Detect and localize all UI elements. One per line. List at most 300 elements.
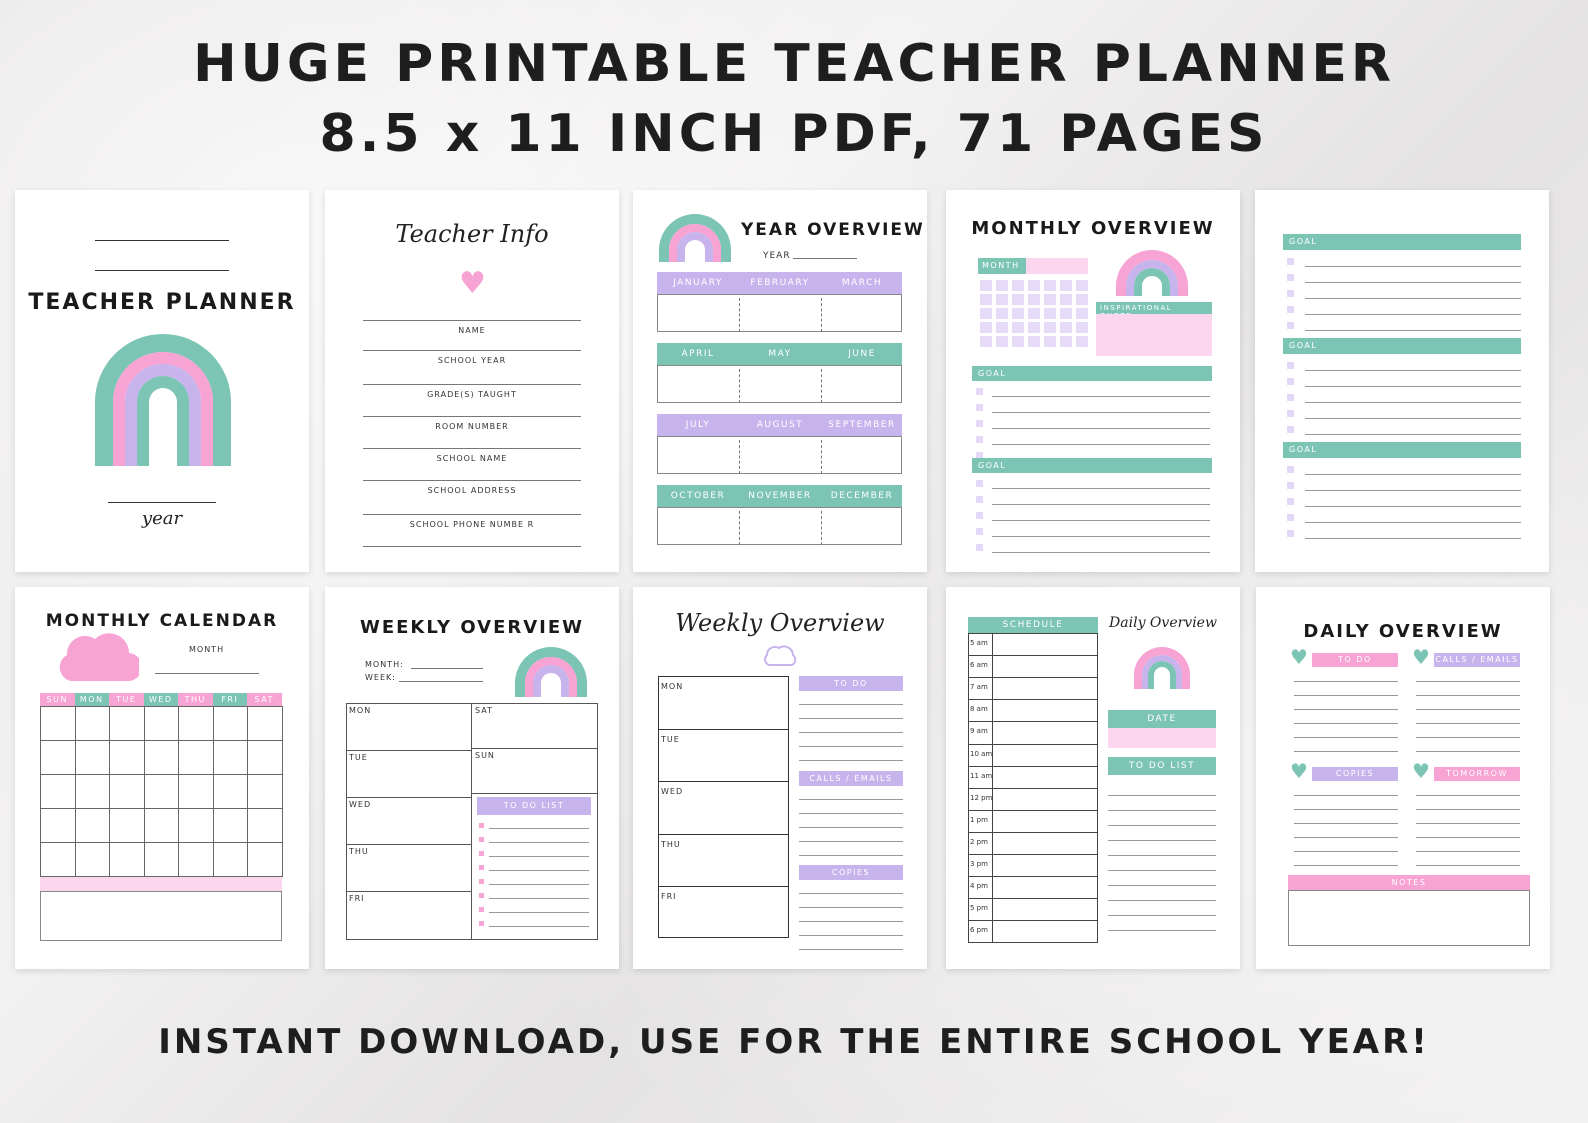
- notes-box: [40, 891, 282, 941]
- calendar-cell: [40, 808, 76, 843]
- todo-list-label: TO DO LIST: [477, 797, 591, 815]
- daily-overview-script-page: [946, 587, 1240, 969]
- day-label: TUE: [349, 753, 368, 762]
- section-line: [1294, 751, 1398, 752]
- calendar-cell: [75, 842, 111, 877]
- calendar-cell: [213, 706, 249, 741]
- headline-line-1: HUGE PRINTABLE TEACHER PLANNER: [193, 34, 1395, 94]
- calendar-cell: [75, 706, 111, 741]
- calendar-cell: [213, 740, 249, 775]
- month-label: MONTH: [978, 258, 1026, 274]
- weekly-month-label: MONTH:: [365, 660, 404, 669]
- goal-line: [992, 488, 1210, 489]
- goal-line: [992, 504, 1210, 505]
- goal-checkbox: [1287, 362, 1294, 369]
- day-label: THU: [349, 847, 369, 856]
- month-name: AUGUST: [756, 420, 804, 430]
- hour-label: 3 pm: [970, 860, 988, 868]
- hour-label: 6 pm: [970, 926, 988, 935]
- calendar-day: [1044, 336, 1056, 347]
- section-line: [1416, 823, 1520, 824]
- weekday-label: WED: [144, 693, 179, 706]
- section-line: [799, 893, 903, 894]
- todo-checkbox: [479, 823, 484, 828]
- month-name: OCTOBER: [670, 491, 726, 501]
- calendar-day: [1076, 280, 1088, 291]
- section-label: CALLS / EMAILS: [1434, 653, 1520, 667]
- calendar-cell: [247, 842, 283, 877]
- weekday-label: THU: [178, 693, 213, 706]
- month-field: [1026, 258, 1088, 274]
- weekly-week-label: WEEK:: [365, 673, 396, 682]
- field-label: ROOM NUMBER: [435, 422, 509, 431]
- calendar-day: [1028, 322, 1040, 333]
- month-divider: [821, 298, 822, 332]
- calendar-day: [996, 308, 1008, 319]
- goal-checkbox: [1287, 378, 1294, 385]
- todo-line: [489, 870, 589, 871]
- month-divider: [739, 440, 740, 474]
- field-label: SCHOOL NAME: [436, 454, 508, 463]
- day-label: SUN: [475, 751, 495, 760]
- goal-line: [992, 412, 1210, 413]
- calendar-day: [1076, 322, 1088, 333]
- goal-label: GOAL: [1283, 442, 1521, 458]
- section-line: [1416, 737, 1520, 738]
- section-line: [1416, 795, 1520, 796]
- year-line: [108, 502, 216, 503]
- goal-checkbox: [976, 496, 983, 503]
- day-label: FRI: [661, 892, 677, 901]
- todo-line: [489, 884, 589, 885]
- calendar-day: [1012, 280, 1024, 291]
- calendar-cell: [144, 706, 180, 741]
- day-divider: [658, 781, 789, 782]
- month-divider: [821, 511, 822, 545]
- goal-line: [1305, 266, 1521, 267]
- calendar-cell: [109, 808, 145, 843]
- hour-divider: [968, 920, 1098, 921]
- calendar-cell: [75, 740, 111, 775]
- goal-line: [1305, 282, 1521, 283]
- section-label: TOMORROW: [1434, 767, 1520, 781]
- weekly-overview-script-title: Weekly Overview: [675, 609, 885, 637]
- todo-line: [489, 926, 589, 927]
- todo-line: [1108, 870, 1216, 871]
- goal-line: [992, 396, 1210, 397]
- goal-label: GOAL: [972, 458, 1212, 473]
- cloud-icon: [763, 645, 797, 667]
- calendar-cell: [178, 706, 214, 741]
- month-name: JANUARY: [673, 278, 723, 288]
- goal-line: [1305, 402, 1521, 403]
- notes-box: [1288, 890, 1530, 946]
- goal-line: [992, 536, 1210, 537]
- weekday-label: FRI: [213, 693, 248, 706]
- day-label: MON: [661, 682, 684, 691]
- daily-overview-title: DAILY OVERVIEW: [1303, 621, 1503, 642]
- month-name: FEBRUARY: [750, 278, 810, 288]
- section-line: [1294, 795, 1398, 796]
- section-line: [1416, 681, 1520, 682]
- calendar-cell: [144, 740, 180, 775]
- field-line: [363, 384, 581, 385]
- goal-line: [1305, 386, 1521, 387]
- weekly-overview-page: [325, 587, 619, 969]
- section-label: COPIES: [799, 865, 903, 880]
- month-divider: [821, 440, 822, 474]
- calendar-day: [1076, 294, 1088, 305]
- calendar-day: [980, 336, 992, 347]
- calendar-day: [1076, 308, 1088, 319]
- month-box: [657, 294, 902, 332]
- hour-label: 7 am: [970, 683, 988, 692]
- month-name: SEPTEMBER: [828, 420, 896, 430]
- todo-line: [1108, 825, 1216, 826]
- month-divider: [739, 369, 740, 403]
- section-line: [1416, 695, 1520, 696]
- calendar-day: [980, 294, 992, 305]
- todo-line: [1108, 810, 1216, 811]
- calendar-day: [1060, 294, 1072, 305]
- calendar-cell: [75, 774, 111, 809]
- hour-label: 6 am: [970, 661, 988, 670]
- goal-line: [1305, 370, 1521, 371]
- section-line: [799, 907, 903, 908]
- calendar-cell: [213, 842, 249, 877]
- field-label: NAME: [458, 326, 486, 335]
- month-name: DECEMBER: [830, 491, 894, 501]
- todo-checkbox: [479, 907, 484, 912]
- goal-line: [1305, 298, 1521, 299]
- day-divider: [658, 834, 789, 835]
- todo-line: [1108, 885, 1216, 886]
- calendar-day: [996, 336, 1008, 347]
- section-line: [799, 949, 903, 950]
- notes-bar: [40, 877, 282, 891]
- hour-label: 5 am: [970, 639, 988, 647]
- calendar-cell: [75, 808, 111, 843]
- year-label: YEAR: [763, 251, 791, 261]
- field-label: SCHOOL ADDRESS: [427, 486, 517, 495]
- calendar-day: [1060, 280, 1072, 291]
- weekly-outer-box: [346, 703, 598, 940]
- todo-line: [489, 898, 589, 899]
- goal-checkbox: [1287, 466, 1294, 473]
- calendar-day: [1028, 336, 1040, 347]
- monthly-overview-page: [946, 190, 1240, 572]
- goal-checkbox: [976, 480, 983, 487]
- todo-line: [489, 912, 589, 913]
- hour-divider: [968, 810, 1098, 811]
- month-divider: [739, 298, 740, 332]
- todo-line: [489, 842, 589, 843]
- hour-divider: [968, 832, 1098, 833]
- hour-divider: [968, 655, 1098, 656]
- todo-line: [1108, 915, 1216, 916]
- section-line: [1294, 723, 1398, 724]
- section-line: [1294, 837, 1398, 838]
- hour-label: 1 pm: [970, 815, 988, 824]
- section-line: [799, 746, 903, 747]
- field-line: [363, 320, 581, 321]
- headline-line-2: 8.5 x 11 INCH PDF, 71 PAGES: [319, 104, 1269, 164]
- footer-tagline: INSTANT DOWNLOAD, USE FOR THE ENTIRE SCHOOL YEAR!: [158, 1022, 1430, 1062]
- calendar-day: [1044, 294, 1056, 305]
- calendar-day: [1028, 280, 1040, 291]
- monthly-calendar-title: MONTHLY CALENDAR: [45, 611, 279, 631]
- goal-checkbox: [1287, 306, 1294, 313]
- goal-checkbox: [1287, 498, 1294, 505]
- teacher-info-title: Teacher Info: [395, 220, 549, 248]
- calendar-cell: [247, 740, 283, 775]
- hour-divider: [968, 766, 1098, 767]
- weekday-label: SUN: [40, 693, 75, 706]
- calendar-cell: [144, 808, 180, 843]
- heart-icon: ♥: [1412, 645, 1430, 669]
- goal-checkbox: [1287, 410, 1294, 417]
- day-divider: [346, 750, 471, 751]
- weekly-overview-script-page: [633, 587, 927, 969]
- quote-box: [1096, 314, 1212, 356]
- days-box: [658, 676, 789, 938]
- goal-line: [1305, 418, 1521, 419]
- goal-checkbox: [976, 404, 983, 411]
- goal-line: [992, 520, 1210, 521]
- hour-label: 11 am: [970, 771, 993, 780]
- goal-line: [1305, 330, 1521, 331]
- year-overview-page: [633, 190, 927, 572]
- section-line: [1294, 851, 1398, 852]
- month-name: MAY: [768, 349, 792, 359]
- notes-label: NOTES: [1288, 875, 1530, 890]
- calendar-day: [980, 308, 992, 319]
- day-label: THU: [661, 839, 681, 849]
- field-line: [363, 546, 581, 547]
- calendar-cell: [109, 706, 145, 741]
- cover-title: TEACHER PLANNER: [28, 290, 296, 315]
- hour-label: 12 pm: [970, 793, 993, 802]
- section-line: [799, 718, 903, 719]
- field-line: [363, 514, 581, 515]
- hour-divider: [968, 721, 1098, 722]
- goal-line: [992, 428, 1210, 429]
- calendar-day: [1060, 308, 1072, 319]
- day-label: MON: [349, 706, 372, 715]
- day-divider: [658, 729, 789, 730]
- calendar-cell: [109, 740, 145, 775]
- calendar-day: [1060, 336, 1072, 347]
- field-label: GRADE(S) TAUGHT: [427, 390, 517, 399]
- heart-icon: ♥: [1290, 759, 1308, 783]
- section-line: [1294, 695, 1398, 696]
- section-line: [799, 704, 903, 705]
- hour-divider: [968, 876, 1098, 877]
- goal-line: [992, 552, 1210, 553]
- section-line: [1416, 723, 1520, 724]
- calendar-day: [1012, 308, 1024, 319]
- month-box: [657, 436, 902, 474]
- calendar-cell: [213, 808, 249, 843]
- heart-icon: ♥: [459, 266, 486, 301]
- calendar-cell: [109, 774, 145, 809]
- goal-checkbox: [976, 436, 983, 443]
- daily-todo-label: TO DO LIST: [1108, 757, 1216, 775]
- date-label: DATE: [1108, 710, 1216, 728]
- calendar-day: [1044, 308, 1056, 319]
- weekday-label: TUE: [109, 693, 144, 706]
- calendar-day: [996, 294, 1008, 305]
- month-name: JULY: [685, 420, 711, 430]
- weekly-overview-title: WEEKLY OVERVIEW: [359, 617, 585, 638]
- weekday-label: MON: [75, 693, 110, 706]
- calendar-day: [980, 322, 992, 333]
- section-line: [799, 760, 903, 761]
- month-name: MARCH: [841, 278, 883, 288]
- goal-checkbox: [1287, 482, 1294, 489]
- calendar-cell: [40, 774, 76, 809]
- section-label: TO DO: [799, 676, 903, 691]
- calendar-month-line: [155, 673, 259, 674]
- calendar-day: [1076, 336, 1088, 347]
- month-name: APRIL: [681, 349, 715, 359]
- todo-checkbox: [479, 837, 484, 842]
- goal-line: [1305, 474, 1521, 475]
- rainbow-icon: [657, 212, 733, 262]
- hour-divider: [968, 788, 1098, 789]
- month-box: [657, 365, 902, 403]
- field-line: [363, 448, 581, 449]
- section-line: [799, 813, 903, 814]
- todo-checkbox: [479, 879, 484, 884]
- field-line: [363, 480, 581, 481]
- calendar-day: [996, 280, 1008, 291]
- quote-label: INSPIRATIONAL: [1096, 302, 1212, 314]
- month-box: [657, 507, 902, 545]
- section-line: [1294, 809, 1398, 810]
- calendar-cell: [40, 706, 76, 741]
- monthly-calendar-page: [15, 587, 309, 969]
- rainbow-icon: [91, 330, 235, 466]
- monthly-overview-title: MONTHLY OVERVIEW: [971, 218, 1215, 239]
- hour-divider: [968, 699, 1098, 700]
- hour-divider: [968, 677, 1098, 678]
- calendar-day: [996, 322, 1008, 333]
- hour-label: 8 am: [970, 705, 988, 714]
- field-label: SCHOOL PHONE NUMBE R: [409, 520, 535, 529]
- goal-line: [1305, 506, 1521, 507]
- calendar-month-label: MONTH: [189, 645, 225, 654]
- goal-checkbox: [1287, 530, 1294, 537]
- goal-checkbox: [1287, 274, 1294, 281]
- todo-line: [1108, 855, 1216, 856]
- goal-checkbox: [976, 388, 983, 395]
- section-line: [1294, 865, 1398, 866]
- calendar-cell: [178, 774, 214, 809]
- year-overview-title: YEAR OVERVIEW: [741, 220, 925, 240]
- calendar-cell: [109, 842, 145, 877]
- hour-column-divider: [992, 633, 993, 943]
- todo-line: [1108, 930, 1216, 931]
- section-line: [799, 935, 903, 936]
- section-line: [799, 921, 903, 922]
- goal-checkbox: [976, 528, 983, 535]
- day-divider: [471, 748, 598, 749]
- cover-page: [15, 190, 309, 572]
- cover-line-2: [95, 270, 229, 271]
- todo-checkbox: [479, 851, 484, 856]
- goal-label: GOAL: [972, 366, 1212, 381]
- calendar-cell: [178, 842, 214, 877]
- month-divider: [739, 511, 740, 545]
- calendar-cell: [144, 774, 180, 809]
- hour-divider: [968, 898, 1098, 899]
- todo-checkbox: [479, 865, 484, 870]
- goal-checkbox: [1287, 290, 1294, 297]
- teacher-info-page: [325, 190, 619, 572]
- daily-overview-page: [1256, 587, 1550, 969]
- day-divider: [471, 793, 598, 794]
- goal-line: [992, 444, 1210, 445]
- section-line: [1294, 681, 1398, 682]
- section-line: [1294, 737, 1398, 738]
- calendar-day: [1012, 294, 1024, 305]
- goal-line: [1305, 434, 1521, 435]
- goal-label: GOAL: [1283, 338, 1521, 354]
- cloud-icon: [57, 631, 139, 683]
- todo-line: [489, 828, 589, 829]
- day-label: SAT: [475, 706, 493, 715]
- rainbow-icon: [513, 645, 589, 697]
- section-line: [1294, 709, 1398, 710]
- calendar-cell: [213, 774, 249, 809]
- month-name: NOVEMBER: [748, 491, 812, 501]
- calendar-day: [1028, 308, 1040, 319]
- field-line: [363, 350, 581, 351]
- todo-line: [489, 856, 589, 857]
- todo-checkbox: [479, 921, 484, 926]
- goal-checkbox: [1287, 322, 1294, 329]
- todo-line: [1108, 840, 1216, 841]
- hour-divider: [968, 744, 1098, 745]
- day-label: TUE: [661, 734, 680, 744]
- section-line: [1416, 751, 1520, 752]
- section-label: TO DO: [1312, 653, 1398, 667]
- section-line: [799, 855, 903, 856]
- goal-checkbox: [976, 512, 983, 519]
- calendar-cell: [247, 774, 283, 809]
- goals-page: [1255, 190, 1549, 572]
- field-line: [363, 416, 581, 417]
- goal-line: [1305, 314, 1521, 315]
- section-line: [1416, 851, 1520, 852]
- day-label: FRI: [349, 894, 365, 903]
- goal-line: [1305, 538, 1521, 539]
- section-line: [799, 827, 903, 828]
- hour-label: 2 pm: [970, 837, 988, 846]
- rainbow-icon: [1132, 643, 1192, 689]
- daily-overview-script-title: Daily Overview: [1109, 615, 1217, 631]
- cover-line-1: [95, 240, 229, 241]
- section-line: [1294, 823, 1398, 824]
- calendar-cell: [40, 842, 76, 877]
- year-blank-line: [793, 258, 857, 259]
- goal-checkbox: [976, 544, 983, 551]
- month-divider: [821, 369, 822, 403]
- day-divider: [346, 891, 471, 892]
- calendar-cell: [247, 808, 283, 843]
- heart-icon: ♥: [1290, 645, 1308, 669]
